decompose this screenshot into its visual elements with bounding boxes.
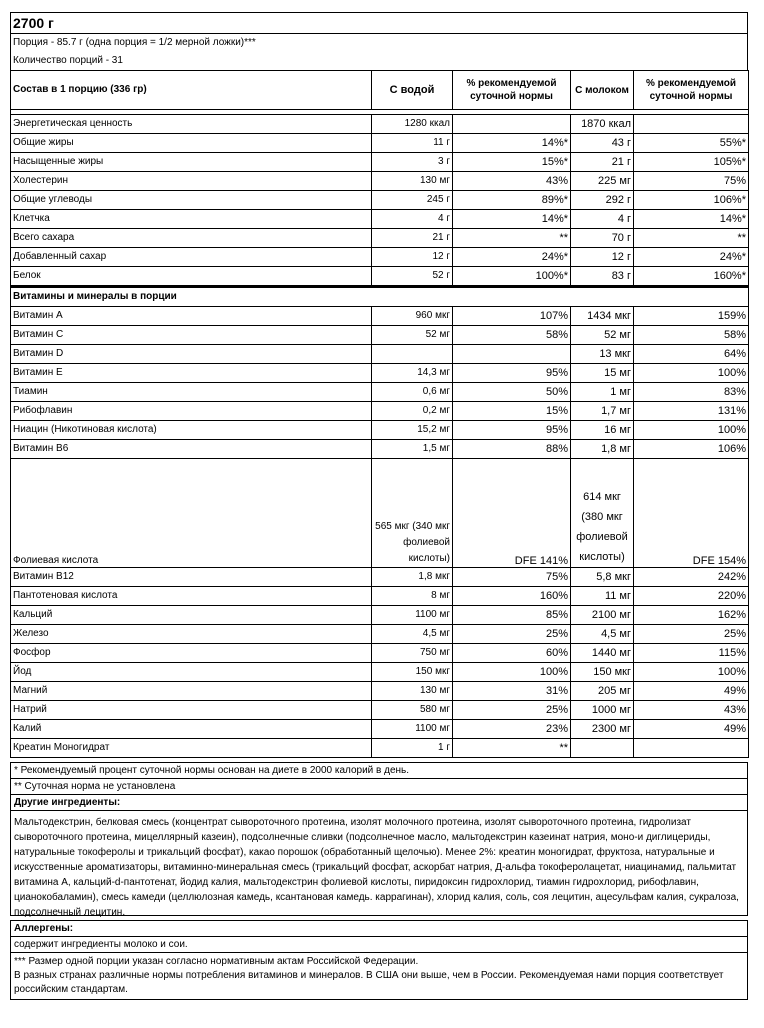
value-milk: 150 мкг xyxy=(571,663,634,682)
pct-water: 95% xyxy=(453,421,571,440)
nutrient-row xyxy=(11,440,749,459)
value-milk xyxy=(571,739,634,758)
value-milk: 4 г xyxy=(571,210,634,229)
value-water: 1,5 мг xyxy=(372,440,453,459)
pct-milk: 159% xyxy=(634,307,749,326)
value-water: 4 г xyxy=(372,210,453,229)
pct-water: 60% xyxy=(453,644,571,663)
folic-milk: 614 мкг (380 мкг фолиевой кислоты) xyxy=(571,459,634,568)
nutrient-row xyxy=(11,587,749,606)
pct-water: 160% xyxy=(453,587,571,606)
header-pct-milk: % рекомендуемой суточной нормы xyxy=(634,71,749,110)
nutrient-row xyxy=(11,739,749,758)
disclaimer xyxy=(10,953,748,1000)
value-water: 960 мкг xyxy=(372,307,453,326)
nutrient-row xyxy=(11,191,749,210)
pct-milk xyxy=(634,739,749,758)
nutrition-table xyxy=(10,70,749,758)
header-milk: С молоком xyxy=(571,71,634,110)
nutrient-name: Добавленный сахар xyxy=(11,248,372,267)
header-water: С водой xyxy=(372,71,453,110)
vitamins-title: Витамины и минералы в порции xyxy=(11,287,749,307)
pct-water xyxy=(453,115,571,134)
value-water: 8 мг xyxy=(372,587,453,606)
nutrient-name: Всего сахара xyxy=(11,229,372,248)
nutrient-name: Натрий xyxy=(11,701,372,720)
allergens-title: Аллергены: xyxy=(10,920,748,937)
value-water: 1,8 мкг xyxy=(372,568,453,587)
nutrient-row xyxy=(11,210,749,229)
value-water: 245 г xyxy=(372,191,453,210)
nutrient-row xyxy=(11,307,749,326)
pct-milk: 75% xyxy=(634,172,749,191)
nutrient-row xyxy=(11,364,749,383)
pct-water: ** xyxy=(453,229,571,248)
nutrient-name: Тиамин xyxy=(11,383,372,402)
disclaimer-standards: В разных странах различные нормы потребления витаминов и минералов. В США они выше, чем в России. Рекомендуемая нами порция соответствует российским стандартам. xyxy=(14,970,724,995)
nutrient-row xyxy=(11,663,749,682)
nutrient-name: Витамин С xyxy=(11,326,372,345)
nutrient-name: Йод xyxy=(11,663,372,682)
pct-milk: 220% xyxy=(634,587,749,606)
pct-water: 24%* xyxy=(453,248,571,267)
pct-milk: 106% xyxy=(634,440,749,459)
value-milk: 12 г xyxy=(571,248,634,267)
nutrient-name: Рибофлавин xyxy=(11,402,372,421)
pct-water: 58% xyxy=(453,326,571,345)
value-water: 52 г xyxy=(372,267,453,287)
pct-water: ** xyxy=(453,739,571,758)
folic-water: 565 мкг (340 мкг фолиевой кислоты) xyxy=(372,459,453,568)
pct-water: 15% xyxy=(453,402,571,421)
label-header xyxy=(10,12,748,70)
value-milk: 70 г xyxy=(571,229,634,248)
pct-water: 95% xyxy=(453,364,571,383)
value-milk: 15 мг xyxy=(571,364,634,383)
pct-water: 88% xyxy=(453,440,571,459)
pct-milk: 105%* xyxy=(634,153,749,172)
pct-milk: 25% xyxy=(634,625,749,644)
pct-water: 14%* xyxy=(453,134,571,153)
pct-water: 85% xyxy=(453,606,571,625)
pct-milk: ** xyxy=(634,229,749,248)
nutrient-name: Общие углеводы xyxy=(11,191,372,210)
folic-pct-water: DFE 141% xyxy=(453,459,571,568)
nutrient-name: Кальций xyxy=(11,606,372,625)
portions-count: Количество порций - 31 xyxy=(13,55,123,66)
value-water: 0,2 мг xyxy=(372,402,453,421)
nutrient-name: Насыщенные жиры xyxy=(11,153,372,172)
nutrient-row xyxy=(11,682,749,701)
value-milk: 1000 мг xyxy=(571,701,634,720)
pct-milk xyxy=(634,115,749,134)
value-milk: 2300 мг xyxy=(571,720,634,739)
nutrient-name: Клетчка xyxy=(11,210,372,229)
nutrient-name: Пантотеновая кислота xyxy=(11,587,372,606)
nutrient-row xyxy=(11,644,749,663)
nutrient-name: Витамин Е xyxy=(11,364,372,383)
value-milk: 225 мг xyxy=(571,172,634,191)
pct-milk: 83% xyxy=(634,383,749,402)
nutrient-name: Железо xyxy=(11,625,372,644)
package-weight: 2700 г xyxy=(11,13,747,34)
value-water: 15,2 мг xyxy=(372,421,453,440)
value-milk: 1,7 мг xyxy=(571,402,634,421)
value-water: 750 мг xyxy=(372,644,453,663)
pct-milk: 242% xyxy=(634,568,749,587)
value-milk: 13 мкг xyxy=(571,345,634,364)
nutrient-name: Витамин В12 xyxy=(11,568,372,587)
value-milk: 5,8 мкг xyxy=(571,568,634,587)
pct-milk: 115% xyxy=(634,644,749,663)
value-water: 52 мг xyxy=(372,326,453,345)
pct-milk: 55%* xyxy=(634,134,749,153)
value-water: 1280 ккал xyxy=(372,115,453,134)
pct-water: 107% xyxy=(453,307,571,326)
pct-milk: 100% xyxy=(634,364,749,383)
nutrient-row xyxy=(11,267,749,287)
folic-pct-milk: DFE 154% xyxy=(634,459,749,568)
pct-water: 31% xyxy=(453,682,571,701)
nutrient-row xyxy=(11,115,749,134)
pct-milk: 24%* xyxy=(634,248,749,267)
pct-milk: 64% xyxy=(634,345,749,364)
pct-water: 43% xyxy=(453,172,571,191)
nutrient-row xyxy=(11,720,749,739)
value-milk: 1,8 мг xyxy=(571,440,634,459)
value-milk: 21 г xyxy=(571,153,634,172)
nutrient-name: Креатин Моногидрат xyxy=(11,739,372,758)
pct-water: 100%* xyxy=(453,267,571,287)
value-water: 150 мкг xyxy=(372,663,453,682)
nutrient-name: Витамин D xyxy=(11,345,372,364)
pct-milk: 14%* xyxy=(634,210,749,229)
nutrient-row xyxy=(11,421,749,440)
pct-water: 50% xyxy=(453,383,571,402)
nutrient-row xyxy=(11,383,749,402)
value-water xyxy=(372,345,453,364)
header-composition: Состав в 1 порцию (336 гр) xyxy=(11,71,372,110)
value-water: 130 мг xyxy=(372,682,453,701)
value-milk: 2100 мг xyxy=(571,606,634,625)
value-water: 11 г xyxy=(372,134,453,153)
disclaimer-serving: *** Размер одной порции указан согласно нормативным актам Российской Федерации. xyxy=(14,956,419,967)
nutrient-name: Энергетическая ценность xyxy=(11,115,372,134)
pct-water: 75% xyxy=(453,568,571,587)
nutrient-name: Магний xyxy=(11,682,372,701)
value-water: 0,6 мг xyxy=(372,383,453,402)
nutrient-row xyxy=(11,701,749,720)
pct-milk: 43% xyxy=(634,701,749,720)
value-milk: 52 мг xyxy=(571,326,634,345)
table-header-row xyxy=(11,71,749,110)
value-milk: 83 г xyxy=(571,267,634,287)
pct-water: 89%* xyxy=(453,191,571,210)
value-milk: 205 мг xyxy=(571,682,634,701)
pct-water: 25% xyxy=(453,701,571,720)
value-water: 3 г xyxy=(372,153,453,172)
pct-milk: 49% xyxy=(634,720,749,739)
value-milk: 1870 ккал xyxy=(571,115,634,134)
nutrient-row xyxy=(11,229,749,248)
value-milk: 1434 мкг xyxy=(571,307,634,326)
nutrient-row xyxy=(11,402,749,421)
pct-water: 100% xyxy=(453,663,571,682)
value-milk: 1 мг xyxy=(571,383,634,402)
value-water: 130 мг xyxy=(372,172,453,191)
pct-water: 15%* xyxy=(453,153,571,172)
nutrient-row xyxy=(11,153,749,172)
nutrient-row xyxy=(11,345,749,364)
value-milk: 43 г xyxy=(571,134,634,153)
pct-milk: 162% xyxy=(634,606,749,625)
allergens-text: содержит ингредиенты молоко и сои. xyxy=(10,937,748,953)
nutrient-name: Витамин А xyxy=(11,307,372,326)
nutrient-name: Холестерин xyxy=(11,172,372,191)
value-milk: 16 мг xyxy=(571,421,634,440)
portion-size: Порция - 85.7 г (одна порция = 1/2 мерной ложки)*** xyxy=(13,37,256,48)
other-ingredients-title: Другие ингредиенты: xyxy=(10,795,748,811)
nutrient-name: Калий xyxy=(11,720,372,739)
nutrition-label xyxy=(10,12,748,1018)
value-water: 580 мг xyxy=(372,701,453,720)
nutrient-name: Белок xyxy=(11,267,372,287)
pct-water: 23% xyxy=(453,720,571,739)
vitamins-section-row xyxy=(11,287,749,307)
value-milk: 4,5 мг xyxy=(571,625,634,644)
header-pct-water: % рекомендуемой суточной нормы xyxy=(453,71,571,110)
footnote-daily-value: * Рекомендуемый процент суточной нормы основан на диете в 2000 калорий в день. xyxy=(10,762,748,779)
nutrient-name: Ниацин (Никотиновая кислота) xyxy=(11,421,372,440)
folic-row xyxy=(11,459,749,568)
value-water: 1100 мг xyxy=(372,606,453,625)
pct-milk: 106%* xyxy=(634,191,749,210)
nutrient-name: Общие жиры xyxy=(11,134,372,153)
pct-milk: 131% xyxy=(634,402,749,421)
value-milk: 1440 мг xyxy=(571,644,634,663)
nutrient-row xyxy=(11,248,749,267)
nutrient-row xyxy=(11,172,749,191)
value-water: 1 г xyxy=(372,739,453,758)
nutrient-row xyxy=(11,606,749,625)
nutrient-row xyxy=(11,134,749,153)
pct-milk: 100% xyxy=(634,663,749,682)
value-water: 1100 мг xyxy=(372,720,453,739)
value-water: 21 г xyxy=(372,229,453,248)
pct-water: 25% xyxy=(453,625,571,644)
value-milk: 292 г xyxy=(571,191,634,210)
pct-water xyxy=(453,345,571,364)
footnote-not-established: ** Суточная норма не установлена xyxy=(10,779,748,795)
nutrient-row xyxy=(11,326,749,345)
nutrient-name: Витамин В6 xyxy=(11,440,372,459)
pct-water: 14%* xyxy=(453,210,571,229)
pct-milk: 58% xyxy=(634,326,749,345)
nutrient-row xyxy=(11,625,749,644)
value-water: 4,5 мг xyxy=(372,625,453,644)
pct-milk: 100% xyxy=(634,421,749,440)
nutrient-row xyxy=(11,568,749,587)
pct-milk: 160%* xyxy=(634,267,749,287)
value-water: 12 г xyxy=(372,248,453,267)
nutrient-name: Фосфор xyxy=(11,644,372,663)
value-milk: 11 мг xyxy=(571,587,634,606)
pct-milk: 49% xyxy=(634,682,749,701)
folic-name: Фолиевая кислота xyxy=(11,459,372,568)
ingredients-text: Мальтодекстрин, белковая смесь (концентрат сывороточного протеина, изолят молочного протеина, изолят сывороточного протеина, гидролизат сывороточного протеина, мицеллярный казеин), подсолнечные сливки (подсолнечное масло, мальтодекстрин казеинат натрия, моно-и диглицериды, натуральные токоферолы и трикальций фосфат), какао порошок (обработанный щелочью). Менее 2%: креатин моногидрат, фруктоза, натуральные и искусственные ароматизаторы, витаминно-минеральная смесь (трикальций фосфат, аскорбат натрия, Д-альфа токоферолацетат, ниацинамид, пальмитат витамина А, кальций-d-пантотенат, йодид калия, мальтодекстрин фолиевой кислоты, пиридоксин гидрохлорид, тиамин гидрохлорид, рибофлавин, цианокобаламин), смесь камеди (целлюлозная камедь, ксантановая камедь. каррагинан), хлорид калия, соль, соя лецитин, ацесульфам калия, сукралоза, подсолнечный лецитин. xyxy=(10,811,748,916)
value-water: 14,3 мг xyxy=(372,364,453,383)
